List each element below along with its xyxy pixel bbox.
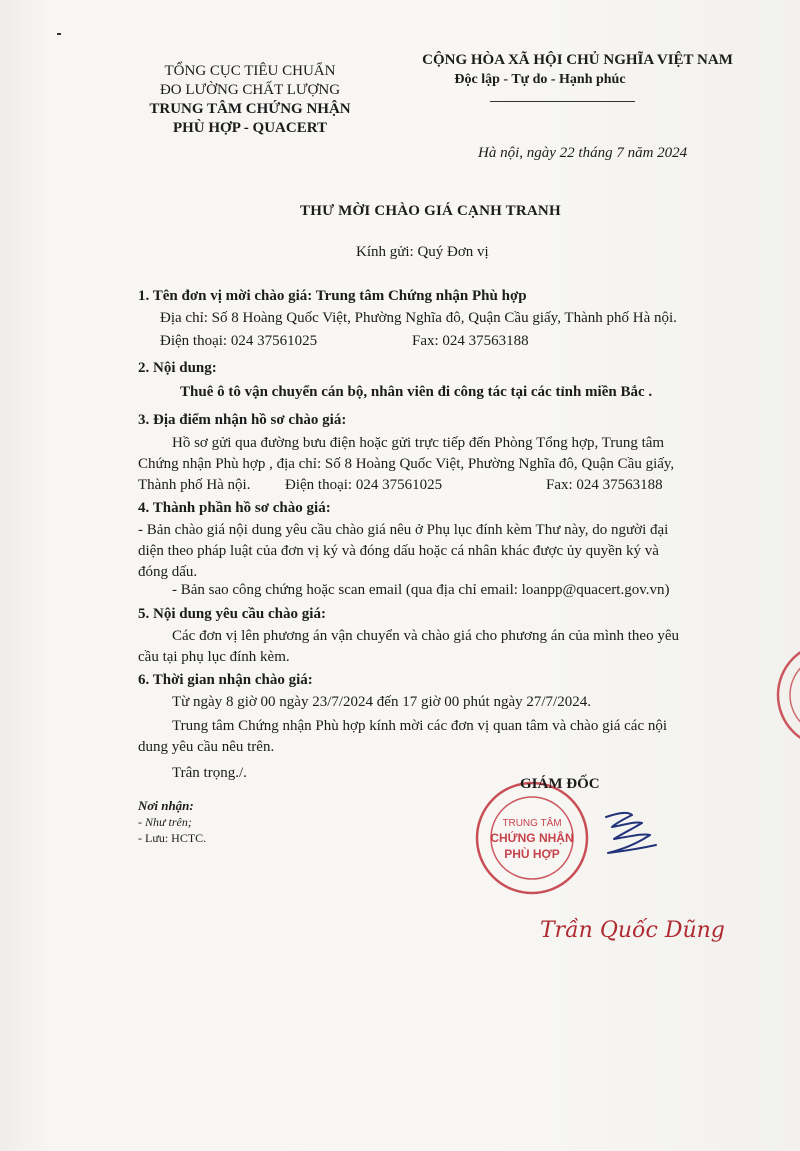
section-2-text: Thuê ô tô vận chuyển cán bộ, nhân viên đi công tác tại các tỉnh miền Bắc . [180, 384, 653, 400]
stamp-line-2: CHỨNG NHẬN [490, 831, 574, 845]
signer-position: GIÁM ĐỐC [520, 776, 600, 792]
issuer-line-1: TỔNG CỤC TIÊU CHUẨN [164, 63, 336, 79]
recipients-heading: Nơi nhận: [138, 798, 194, 813]
section-2-heading: 2. Nội dung: [138, 360, 217, 376]
section-3-line-3: Thành phố Hà nội. [138, 477, 251, 493]
nation-header [405, 50, 750, 90]
section-4-line-2: diện theo pháp luật của đơn vị ký và đóng dấu hoặc cá nhân khác được ủy quyền ký và [138, 543, 659, 559]
issuer-line-4: PHÙ HỢP - QUACERT [172, 120, 328, 136]
red-seal-stamp [474, 780, 590, 896]
section-5-line-1: Các đơn vị lên phương án vận chuyển và chào giá cho phương án của mình theo yêu [172, 628, 679, 644]
partial-seal-stamp [772, 640, 800, 750]
nation-motto: Độc lập - Tự do - Hạnh phúc [454, 72, 626, 87]
issuer-line-2: ĐO LƯỜNG CHẤT LƯỢNG [159, 82, 341, 98]
section-4-line-3: đóng dấu. [138, 564, 198, 580]
section-5-heading: 5. Nội dung yêu cầu chào giá: [138, 606, 326, 622]
section-4-line-1: - Bản chào giá nội dung yêu cầu chào giá nêu ở Phụ lục đính kèm Thư này, do người đại [138, 522, 669, 538]
greeting: Kính gửi: Quý Đơn vị [356, 244, 489, 260]
section-6-heading: 6. Thời gian nhận chào giá: [138, 672, 313, 688]
section-3-phone: Điện thoại: 024 37561025 [285, 477, 443, 493]
recipient-1: - Như trên; [138, 815, 192, 829]
section-6-line-2: Trung tâm Chứng nhận Phù hợp kính mời các đơn vị quan tâm và chào giá các nội [172, 718, 668, 734]
section-3-heading: 3. Địa điểm nhận hồ sơ chào giá: [138, 412, 347, 428]
section-4-heading: 4. Thành phần hồ sơ chào giá: [138, 500, 331, 516]
motto-underline [490, 101, 635, 102]
closing: Trân trọng./. [172, 765, 247, 781]
section-1-address: Địa chỉ: Số 8 Hoàng Quốc Việt, Phường Nghĩa đô, Quận Cầu giấy, Thành phố Hà nội. [160, 310, 677, 326]
section-5-line-2: cầu tại phụ lục đính kèm. [138, 649, 290, 665]
section-6-line-1: Từ ngày 8 giờ 00 ngày 23/7/2024 đến 17 giờ 00 phút ngày 27/7/2024. [172, 694, 591, 710]
signer-name: Trần Quốc Dũng [540, 918, 725, 943]
section-1-fax: Fax: 024 37563188 [412, 333, 529, 349]
date-line: Hà nội, ngày 22 tháng 7 năm 2024 [478, 145, 688, 161]
recipients-block [138, 798, 206, 846]
stamp-line-1: TRUNG TÂM [502, 818, 562, 829]
section-4-line-4: - Bản sao công chứng hoặc scan email (qua địa chỉ email: loanpp@quacert.gov.vn) [172, 582, 670, 598]
document-title: THƯ MỜI CHÀO GIÁ CẠNH TRANH [300, 203, 561, 219]
section-3-line-1: Hồ sơ gửi qua đường bưu điện hoặc gửi trực tiếp đến Phòng Tổng hợp, Trung tâm [172, 435, 665, 451]
section-3-line-2: Chứng nhận Phù hợp , địa chỉ: Số 8 Hoàng Quốc Việt, Phường Nghĩa đô, Quận Cầu giấy, [138, 456, 675, 472]
section-1-phone: Điện thoại: 024 37561025 [160, 333, 318, 349]
issuer-line-3: TRUNG TÂM CHỨNG NHẬN [149, 101, 351, 117]
section-3-fax: Fax: 024 37563188 [546, 477, 663, 493]
section-6-line-3: dung yêu cầu nêu trên. [138, 739, 275, 755]
scan-mark [57, 33, 61, 35]
handwritten-signature [598, 805, 660, 865]
stamp-line-3: PHÙ HỢP [504, 847, 560, 861]
nation-title: CỘNG HÒA XÃ HỘI CHỦ NGHĨA VIỆT NAM [422, 52, 733, 68]
recipient-2: - Lưu: HCTC. [138, 831, 207, 845]
section-1-heading: 1. Tên đơn vị mời chào giá: Trung tâm Chứng nhận Phù hợp [138, 288, 527, 304]
